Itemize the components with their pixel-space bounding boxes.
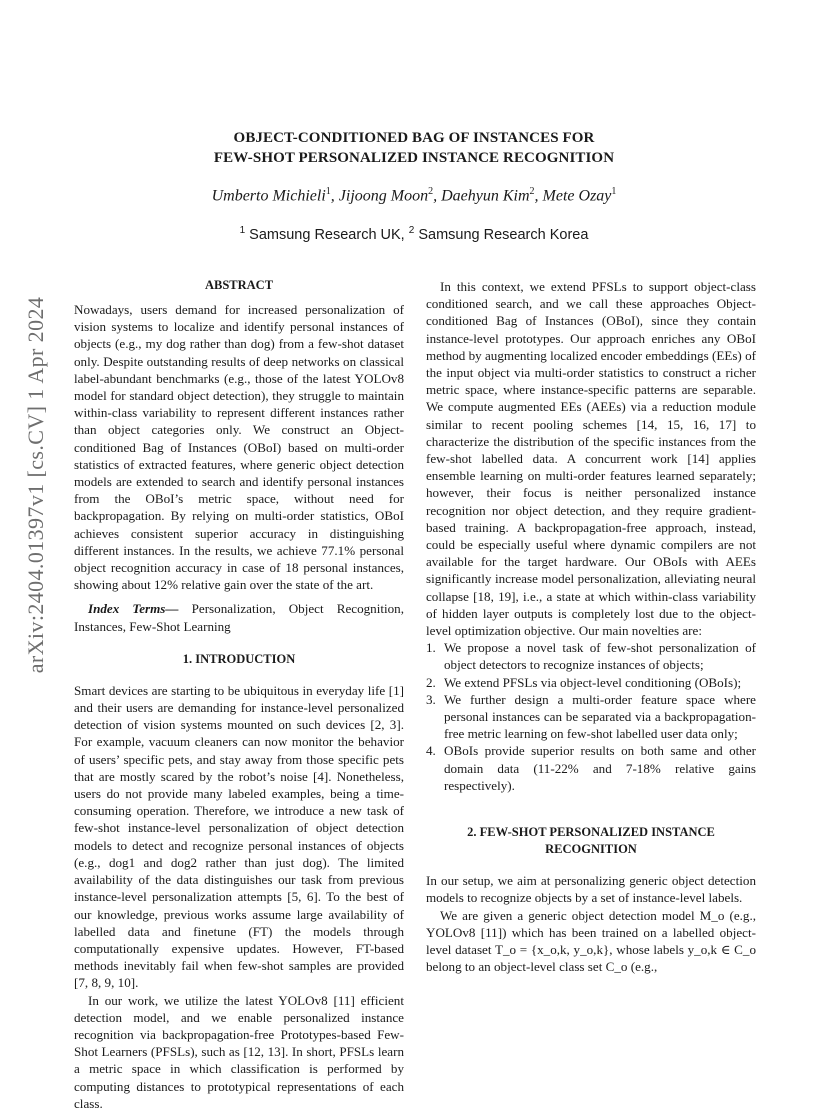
arxiv-identifier: arXiv:2404.01397v1 [cs.CV] 1 Apr 2024: [23, 296, 48, 674]
author-3: Daehyun Kim: [441, 187, 530, 205]
section-2-paragraph-2: We are given a generic object detection model M_o (e.g., YOLOv8 [11]) which has been trained on a labelled object-level dataset T_o = {x_o,k, y_o,k}, whose labels y_o,k ∈ C_o belong to an object-level class set C_o (e.g.,: [426, 907, 756, 975]
intro-paragraph-2: In our work, we utilize the latest YOLOv8 [11] efficient detection model, and we enable personalized instance recognition via backpropagation-free Prototypes-based Few-Shot Learners (PFSLs), such as [12, 13]. In short, PFSLs learn a metric space in which classification is performed by computing distances to prototypical representations of each class.: [74, 992, 404, 1111]
abstract-text: Nowadays, users demand for increased personalization of vision systems to localize and identify personal instances of objects (e.g., my dog rather than dog) from a few-shot dataset only. Despite outstanding results of deep networks on classical label-abundant benchmarks (e.g., those of the latest YOLOv8 model for standard object detection), they struggle to maintain within-class variability to represent different instances rather than object categories only. We construct an Object-conditioned Bag of Instances (OBoI) based on multi-order statistics of extracted features, where generic object detection models are extended to search and identify personal instances from the OBoI’s metric space, without need for backpropagation. By relying on multi-order statistics, OBoI achieves consistent superior accuracy in distinguishing different instances. In the results, we achieve 77.1% personal object recognition accuracy in case of 18 personal instances, showing about 12% relative gain over the state of the art.: [74, 302, 404, 593]
author-2: Jijoong Moon: [338, 187, 429, 205]
list-item: 3. We further design a multi-order feature space where personal instances can be separated via a backpropagation-free metric learning on few-shot labelled user data only;: [426, 691, 756, 742]
introduction-heading: 1. INTRODUCTION: [182, 651, 296, 666]
author-1: Umberto Michieli: [211, 187, 326, 205]
title-line-2: FEW-SHOT PERSONALIZED INSTANCE RECOGNITION: [213, 150, 615, 166]
right-column: [426, 278, 756, 975]
abstract-heading: ABSTRACT: [204, 278, 274, 292]
affiliations: $^1$ Samsung Research UK, $^2$ Samsung Research Korea: [239, 225, 589, 243]
author-4: Mete Ozay: [542, 187, 612, 205]
author-list: Umberto Michieli$^1$, Jijoong Moon$^2$, Daehyun Kim$^2$, Mete Ozay$^1$: [211, 186, 617, 205]
left-column: [74, 277, 404, 1112]
title-line-1: OBJECT-CONDITIONED BAG OF INSTANCES FOR: [233, 130, 595, 146]
intro-paragraph-1: Smart devices are starting to be ubiquitous in everyday life [1] and their users are demanding for instance-level personalized detection of vision systems mounted on such devices [2, 3]. For example, vacuum cleaners can now monitor the behavior of users’ specific pets, and stay away from those specific pets that are mostly scared by the robot’s noise [4]. Nonetheless, users do not provide many labeled examples, being a time-consuming operation. Therefore, we introduce a new task of few-shot instance-level personalization of object detection models to detect and recognize personal instances of objects (e.g., dog1 and dog2 rather than just dog). The limited availability of the data distinguishes our task from previous instance-level personalization attempts [5, 6]. To the best of our knowledge, previous works assume large availability of labelled data and finetune (FT) the models through computationally expensive updates. However, FT-based methods inevitably fail when few-shot samples are provided [7, 8, 9, 10].: [74, 682, 404, 991]
section-2-heading: 2. FEW-SHOT PERSONALIZED INSTANCE RECOGNITION: [467, 825, 715, 857]
list-item: 4. OBoIs provide superior results on both same and other domain data (11-22% and 7-18% relative gains respectively).: [426, 743, 756, 793]
paper-title: [74, 128, 754, 168]
novelties-list: [426, 639, 756, 794]
intro-paragraph-3: In this context, we extend PFSLs to support object-class conditioned search, and we call these approaches Object-conditioned Bag of Instances (OBoI), since they contain instance-level prototypes. Our approach enriches any OBoI method by augmenting localized encoder embeddings (EEs) of the input object via multi-order statistics to construct a richer metric space, where instance-specific patterns are separable. We compute augmented EEs (AEEs) via a reduction module similar to recent pooling schemes [14, 15, 16, 17] to characterize the distribution of the specific instances from the few-shot labelled data. A concurrent work [14] applies ensemble learning on multi-order features learned separately; however, their focus is neither personalized instance recognition nor object detection, and they require gradient-based training. A backpropagation-free approach, instead, could be especially useful where dynamic compilers are not available for the target hardware. Our OBoIs with AEEs significantly increase model personalization, alleviating neural collapse [18, 19], i.e., a state at which within-class variability of hidden layer outputs is completely lost due to the object-level optimization objective. Our main novelties are:: [426, 279, 756, 639]
index-terms: Index Terms— Personalization, Object Recognition, Instances, Few-Shot Learning: [74, 601, 405, 634]
list-item: 1. We propose a novel task of few-shot personalization of object detectors to recognize instances of objects;: [426, 640, 756, 673]
list-item: 2. We extend PFSLs via object-level conditioning (OBoIs);: [426, 674, 742, 690]
affiliation-1: Samsung Research UK,: [249, 226, 405, 243]
section-2-paragraph-1: In our setup, we aim at personalizing generic object detection models to recognize objects by a set of instance-level labels.: [426, 873, 756, 906]
affiliation-2: Samsung Research Korea: [418, 226, 589, 243]
